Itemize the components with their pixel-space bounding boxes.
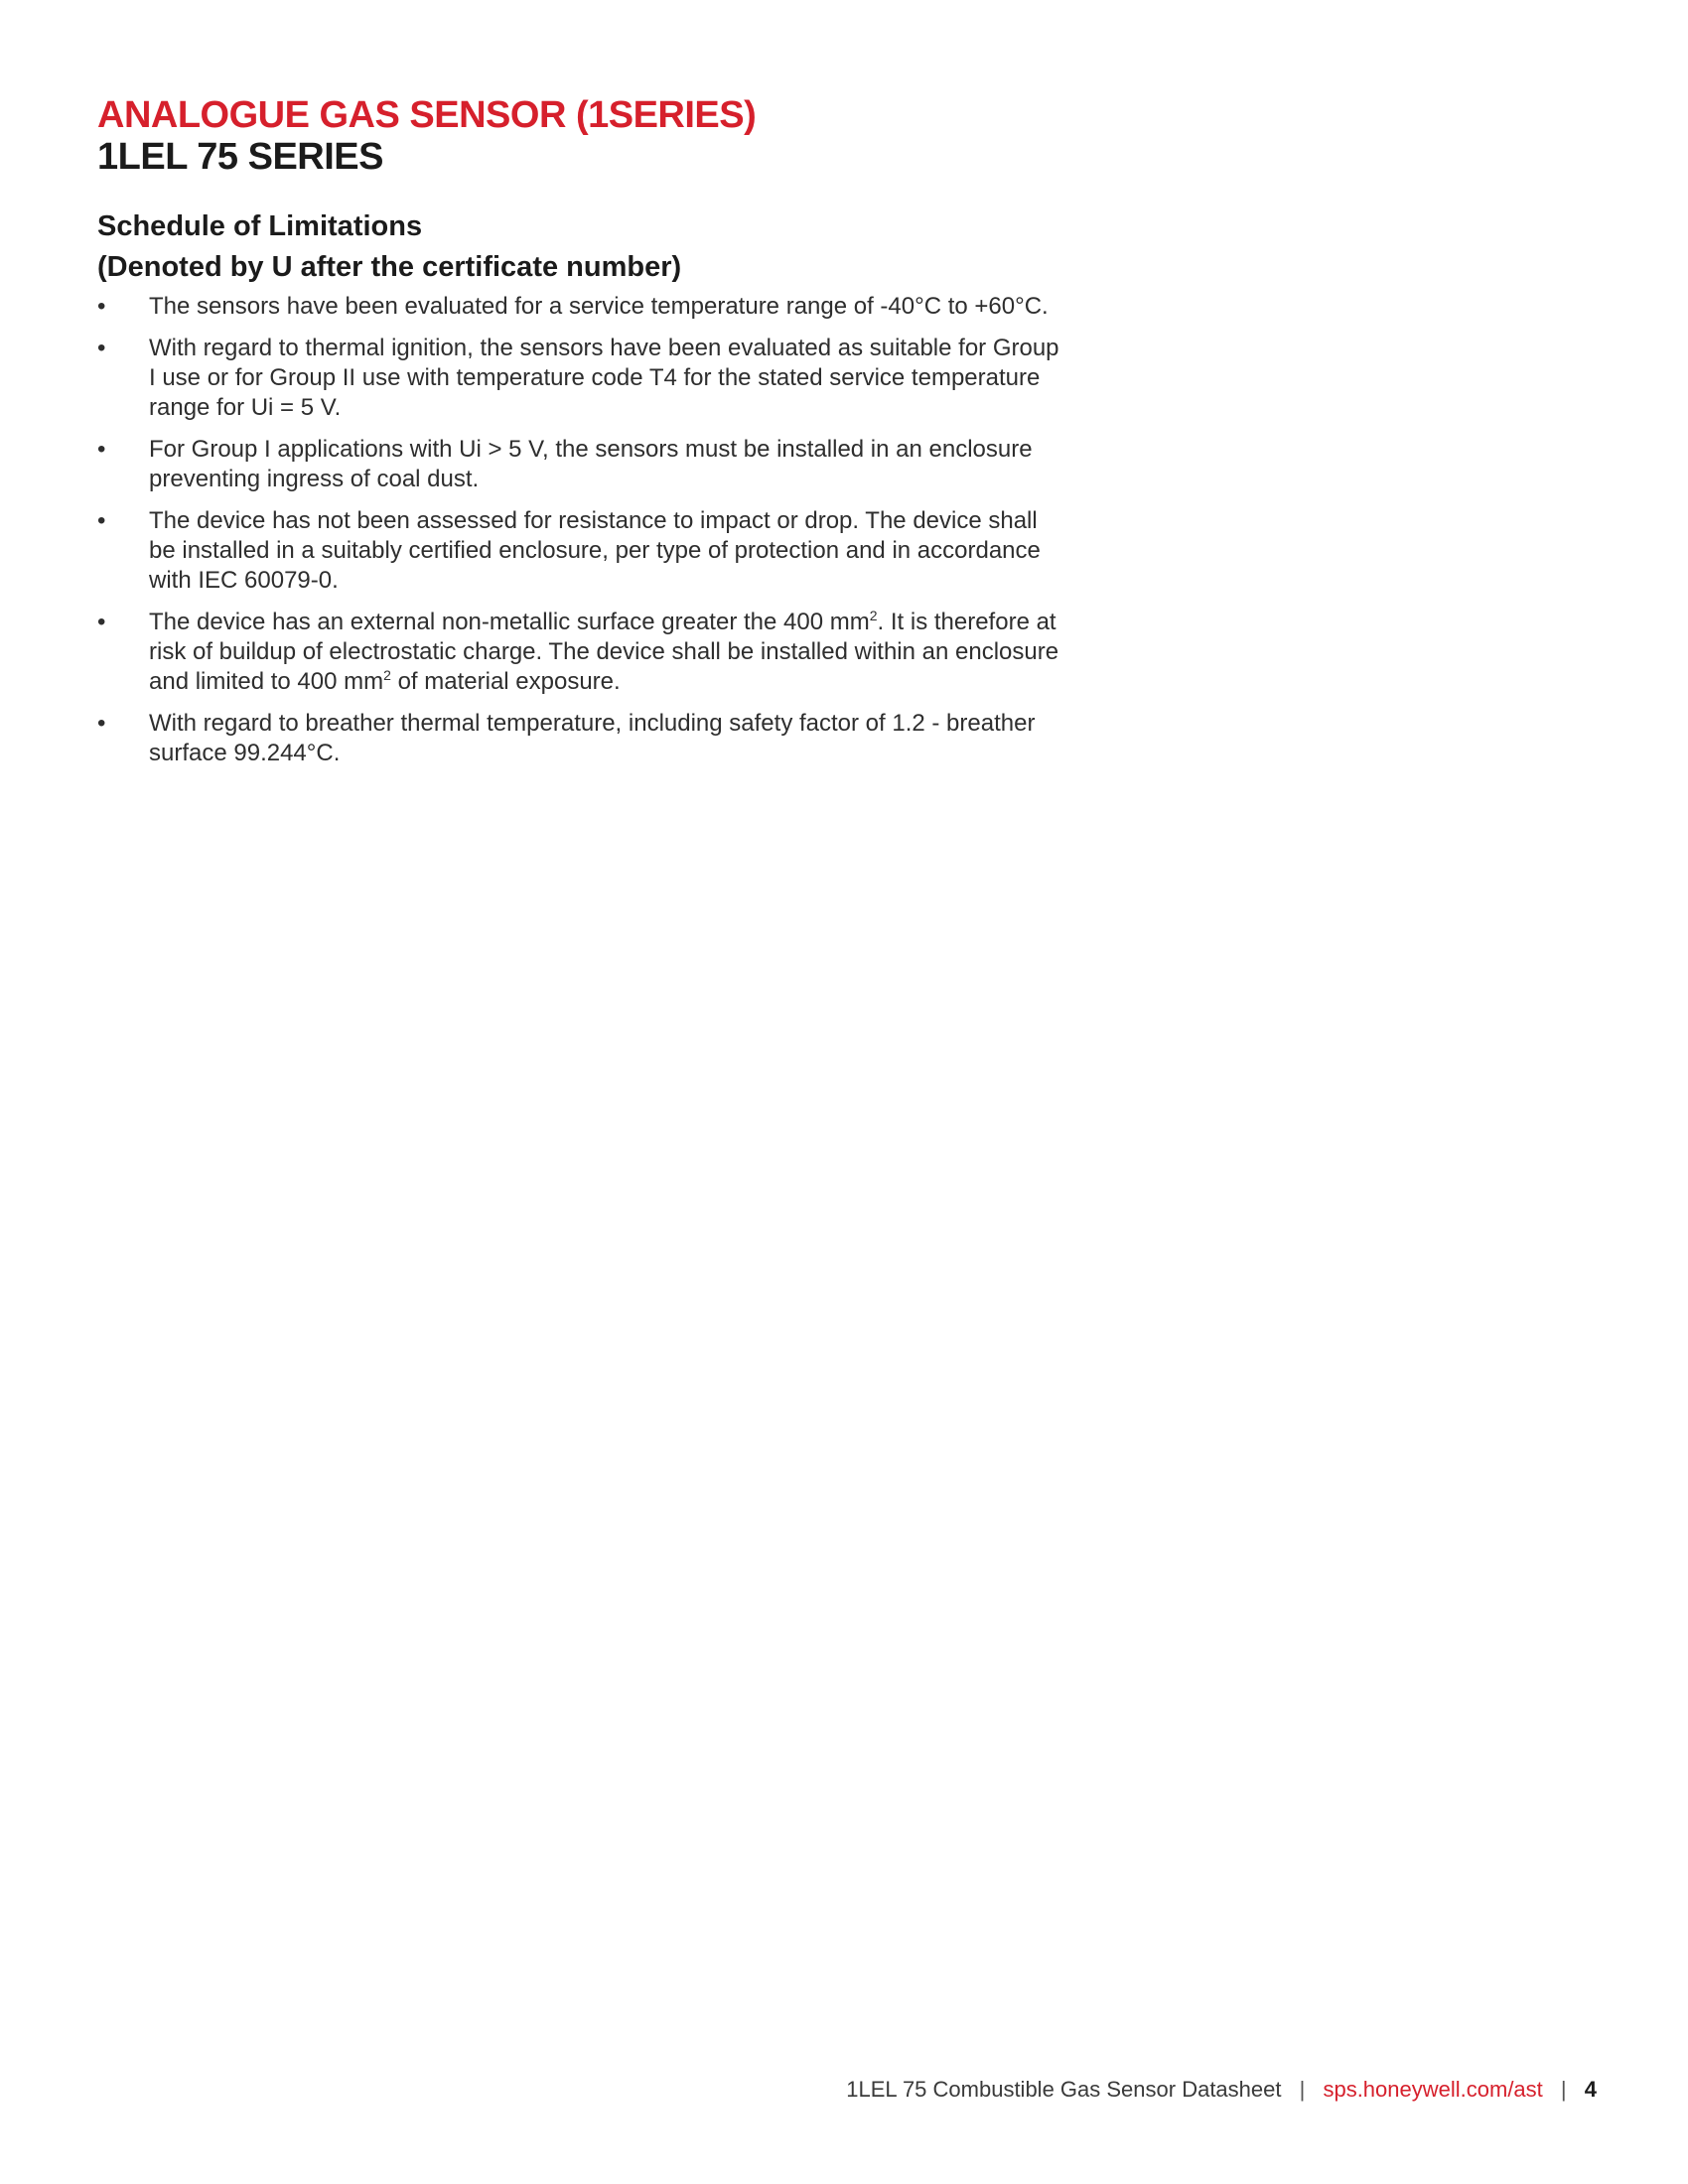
product-family-title: ANALOGUE GAS SENSOR (1SERIES) <box>97 94 757 136</box>
list-item-text: The sensors have been evaluated for a service temperature range of -40°C to +60°C. <box>149 293 1049 320</box>
page-number: 4 <box>1584 2077 1597 2102</box>
bullet-icon: • <box>97 335 106 361</box>
list-item-text: The device has not been assessed for resistance to impact or drop. The device shall be installed in a suitably certified enclosure, per type of protection and in accordance with IEC 60079-0. <box>149 507 1041 594</box>
footer-separator: | <box>1560 2077 1567 2102</box>
list-item <box>97 608 1070 697</box>
page-footer <box>846 2075 1597 2105</box>
bullet-icon: • <box>97 710 106 737</box>
list-item <box>97 334 1070 423</box>
limitations-list <box>97 292 1070 768</box>
list-item-text: With regard to thermal ignition, the sensors have been evaluated as suitable for Group I use or for Group II use with temperature code T4 for the stated service temperature range for Ui = 5 V. <box>149 335 1059 421</box>
page-header <box>97 94 1487 178</box>
section-heading-line2: (Denoted by U after the certificate number) <box>97 251 682 283</box>
section-heading-line1: Schedule of Limitations <box>97 210 423 242</box>
text-segment: . It is therefore at risk of buildup of electrostatic charge. The device shall be installed within an enclosure and limited to 400 mm <box>149 609 1059 695</box>
section-heading <box>97 206 1070 288</box>
text-segment: of material exposure. <box>390 668 621 695</box>
bullet-icon: • <box>97 507 106 534</box>
superscript: 2 <box>383 667 391 683</box>
schedule-of-limitations-section <box>97 206 1070 780</box>
footer-doc-title: 1LEL 75 Combustible Gas Sensor Datasheet <box>846 2077 1282 2102</box>
list-item <box>97 709 1070 768</box>
footer-url-link[interactable]: sps.honeywell.com/ast <box>1323 2077 1543 2102</box>
bullet-icon: • <box>97 609 106 635</box>
bullet-icon: • <box>97 436 106 463</box>
text-segment: The device has an external non-metallic surface greater the 400 mm <box>149 609 870 635</box>
list-item-text <box>149 609 1058 695</box>
list-item <box>97 292 1070 322</box>
product-series-title: 1LEL 75 SERIES <box>97 136 383 178</box>
superscript: 2 <box>869 608 878 623</box>
footer-separator: | <box>1299 2077 1306 2102</box>
bullet-icon: • <box>97 293 106 320</box>
list-item <box>97 435 1070 494</box>
list-item-text: For Group I applications with Ui > 5 V, the sensors must be installed in an enclosure preventing ingress of coal dust. <box>149 436 1033 492</box>
list-item-text: With regard to breather thermal temperature, including safety factor of 1.2 - breather surface 99.244°C. <box>149 710 1036 766</box>
list-item <box>97 506 1070 596</box>
